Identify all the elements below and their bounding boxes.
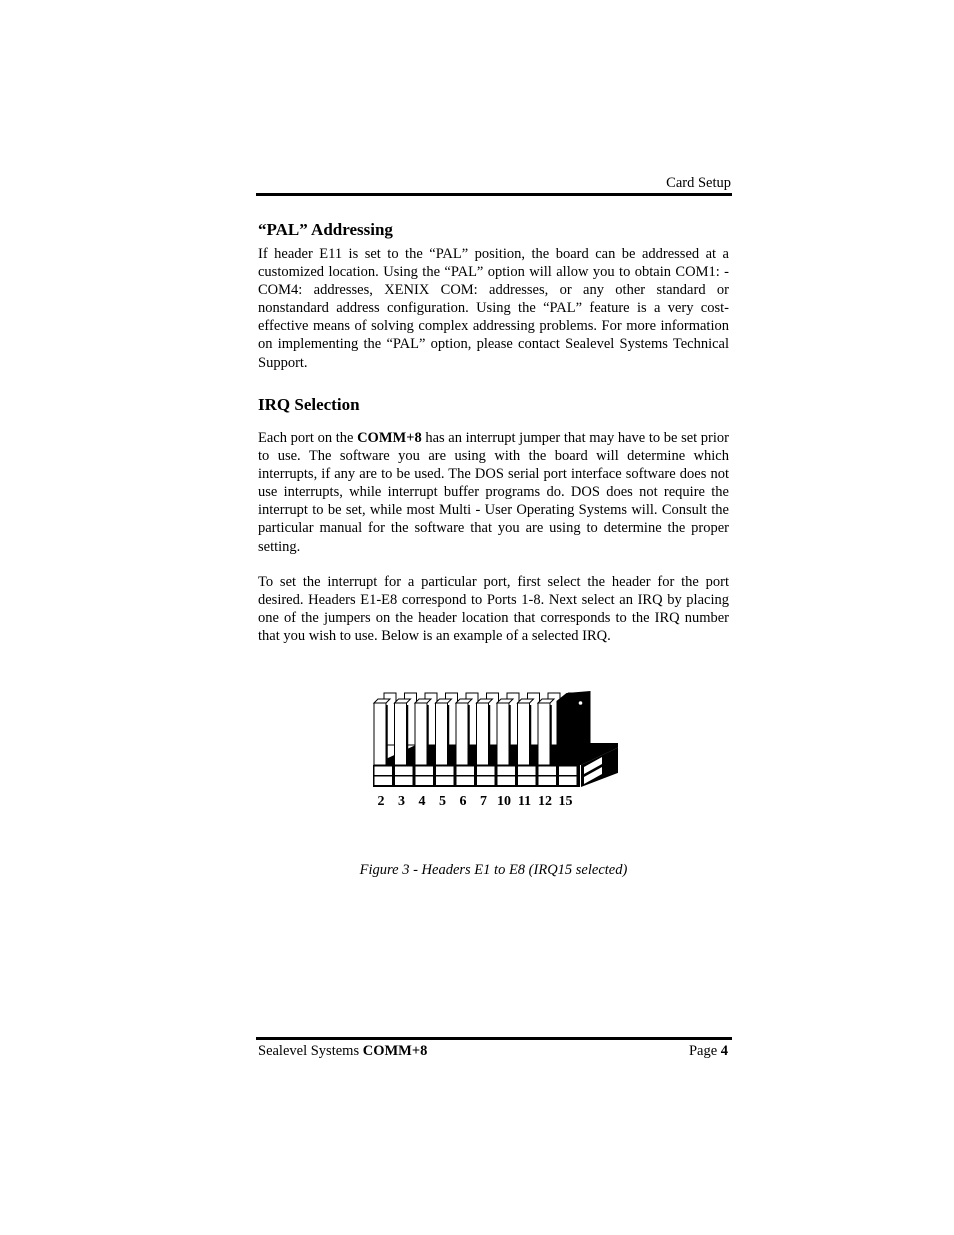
pin-label: 7	[480, 794, 487, 809]
pin-4	[415, 703, 427, 765]
pin-label: 10	[497, 794, 511, 809]
cell-bottom-12	[539, 777, 557, 786]
pin-label: 12	[538, 794, 552, 809]
cell-top-6	[457, 767, 475, 776]
pin-label: 4	[418, 794, 426, 809]
cell-bottom-7	[477, 777, 495, 786]
pin-11	[518, 703, 530, 765]
pin-label: 11	[517, 794, 532, 809]
cell-top-7	[477, 767, 495, 776]
pal-heading: “PAL” Addressing	[258, 220, 393, 239]
pin-label: 6	[459, 794, 467, 809]
pin-12	[538, 703, 550, 765]
pin-label: 3	[398, 794, 405, 809]
header-rule	[256, 193, 732, 196]
cell-bottom-6	[457, 777, 475, 786]
pin-2	[374, 703, 386, 765]
cell-top-15	[559, 767, 577, 776]
cell-bottom-2	[375, 777, 393, 786]
footer-company: Sealevel Systems COMM+8	[258, 1043, 428, 1059]
jumper-dot	[579, 701, 583, 705]
header-pins	[374, 691, 591, 765]
pin-label: 2	[377, 794, 385, 809]
irq-header-diagram	[368, 685, 618, 810]
pin-7	[477, 703, 489, 765]
cell-bottom-5	[436, 777, 454, 786]
pin-label: 5	[439, 794, 446, 809]
pin-label: 15	[558, 794, 573, 809]
pin-3	[395, 703, 407, 765]
cell-bottom-15	[559, 777, 577, 786]
cell-top-4	[416, 767, 434, 776]
pin-labels	[378, 794, 573, 809]
irq-paragraph-2: To set the interrupt for a particular port, first select the header for the port desired. Headers E1-E8 correspond to Ports 1-8. Next select an IRQ by placing one of the jumpers on the header location that corresponds to the IRQ number that you wish to use. Below is an example of a selected IRQ.	[258, 574, 729, 645]
irq-heading: IRQ Selection	[258, 395, 360, 414]
cell-top-11	[518, 767, 536, 776]
footer-page: Page 4	[688, 1043, 728, 1059]
cell-bottom-4	[416, 777, 434, 786]
footer-rule	[256, 1037, 732, 1040]
cell-top-3	[395, 767, 413, 776]
footer-product: COMM+8	[362, 1043, 428, 1059]
pal-paragraph: If header E11 is set to the “PAL” position, the board can be addressed at a customized location. Using the “PAL” option will allow you to obtain COM1: - COM4: addresses, XENIX COM: addresses, or any other standard or nonstandard address configuration. Using the “PAL” feature is a very cost-effective means of solving complex addressing problems. For more information on implementing the “PAL” option, please contact Sealevel Systems Technical Support.	[258, 246, 729, 371]
pin-10	[497, 703, 509, 765]
jumper-block	[557, 691, 591, 765]
page-number: 4	[720, 1043, 728, 1059]
cell-bottom-10	[498, 777, 516, 786]
product-name: COMM+8	[357, 430, 422, 446]
cell-top-2	[375, 767, 393, 776]
cell-bottom-3	[395, 777, 413, 786]
cell-top-5	[436, 767, 454, 776]
pin-5	[436, 703, 448, 765]
cell-bottom-11	[518, 777, 536, 786]
irq-paragraph-1: Each port on the COMM+8 has an interrupt jumper that may have to be set prior to use. The software you are using with the board will determine which interrupts, if any are to be used. The DOS serial port interface software does not use interrupts, while interrupt buffer programs do. DOS does not require the interrupt to be set, while most Multi - User Operating Systems will. Consult the particular manual for the software that you are using to determine the proper setting.	[258, 430, 729, 555]
pin-6	[456, 703, 468, 765]
cell-top-12	[539, 767, 557, 776]
cell-top-10	[498, 767, 516, 776]
running-header: Card Setup	[666, 175, 731, 191]
figure-caption: Figure 3 - Headers E1 to E8 (IRQ15 selected)	[359, 862, 628, 878]
